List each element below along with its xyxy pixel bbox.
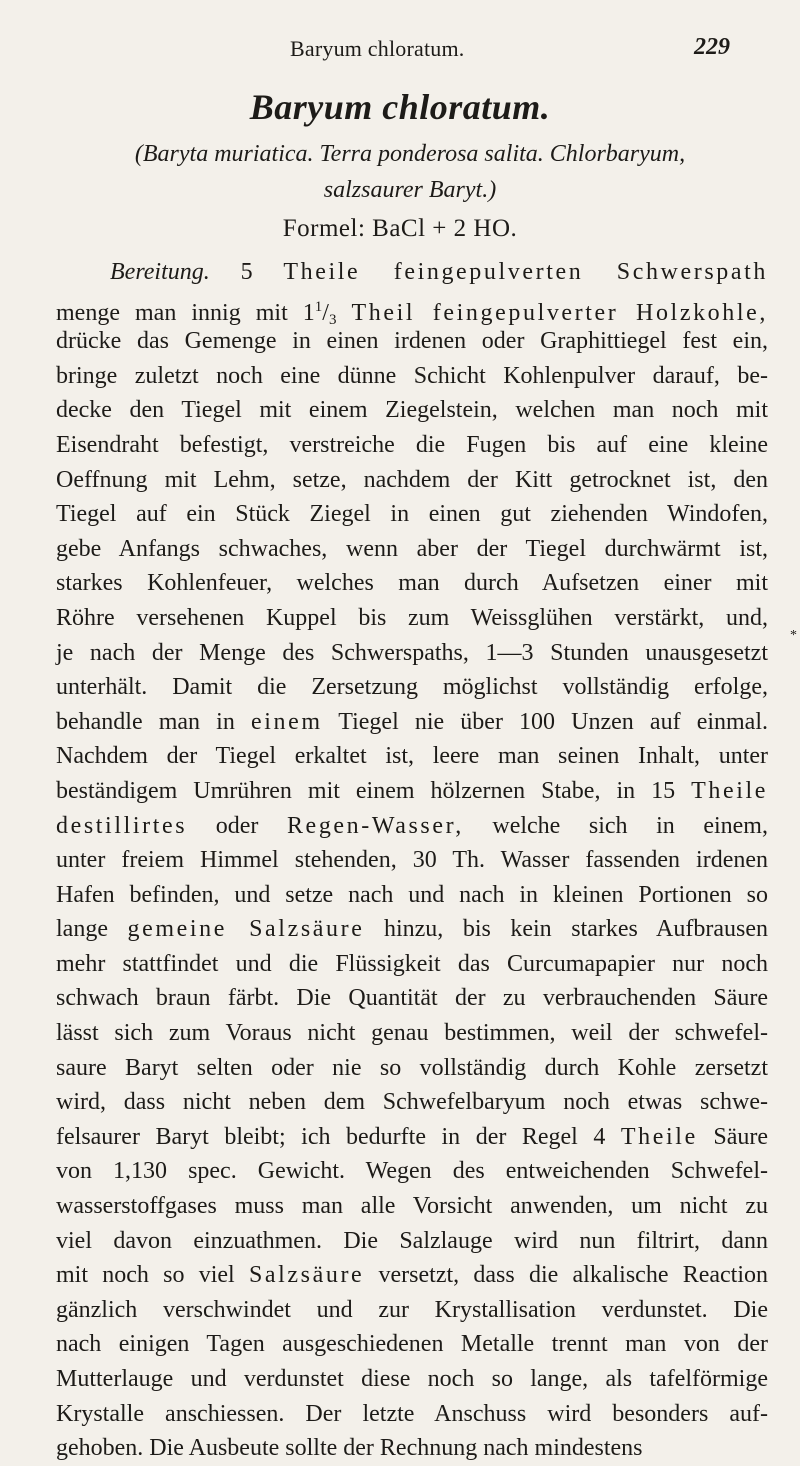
text-line bbox=[56, 497, 768, 532]
text-segment: saure Baryt selten oder nie so vollständig durch Kohle zersetzt bbox=[56, 1054, 768, 1081]
spaced-emphasis: Theile feingepulverten Schwerspath bbox=[283, 259, 768, 285]
running-title: Baryum chloratum. bbox=[290, 36, 465, 61]
text-segment: Hafen befinden, und setze nach und nach in kleinen Portionen so bbox=[56, 881, 768, 908]
text-segment: mehr stattfindet und die Flüssigkeit das Curcumapapier nur noch bbox=[56, 950, 768, 977]
text-segment: Säure bbox=[697, 1123, 769, 1150]
text-line bbox=[56, 601, 768, 636]
text-segment: von 1,130 spec. Gewicht. Wegen des entweichenden Schwefel- bbox=[56, 1158, 768, 1185]
text-segment: lässt sich zum Voraus nicht genau bestimmen, weil der schwefel- bbox=[56, 1020, 768, 1047]
text-line bbox=[56, 1189, 768, 1224]
text-line bbox=[56, 1362, 768, 1397]
synonyms-line: (Baryta muriatica. Terra ponderosa salita. Chlorbaryum, bbox=[134, 141, 686, 167]
text-segment: Oeffnung mit Lehm, setze, nachdem der Kitt getrocknet ist, den bbox=[56, 466, 768, 493]
text-line bbox=[56, 532, 768, 567]
text-segment: drücke das Gemenge in einen irdenen oder Graphittiegel fest ein, bbox=[56, 328, 768, 355]
text-segment: gehoben. Die Ausbeute sollte der Rechnung nach mindestens bbox=[56, 1435, 643, 1462]
synonyms-line: salzsaurer Baryt.) bbox=[323, 177, 497, 203]
text-segment: Mutterlauge und verdunstet diese noch so lange, als tafelförmige bbox=[56, 1366, 768, 1392]
text-line bbox=[56, 670, 768, 705]
running-head bbox=[140, 36, 740, 68]
text-segment: mit noch so viel bbox=[56, 1262, 249, 1289]
text-segment: oder bbox=[187, 812, 287, 839]
text-line bbox=[56, 255, 768, 290]
margin-mark: * bbox=[790, 628, 797, 643]
spaced-emphasis: einem bbox=[250, 708, 323, 735]
text-segment: felsaurer Baryt bleibt; ich bedurfte in der Regel 4 bbox=[56, 1123, 621, 1150]
text-segment: viel davon einzuathmen. Die Salzlauge wird nun filtrirt, dann bbox=[56, 1227, 768, 1254]
text-segment: bringe zuletzt noch eine dünne Schicht Kohlenpulver darauf, be- bbox=[56, 362, 768, 389]
text-line bbox=[56, 1293, 768, 1328]
text-segment: Krystalle anschiessen. Der letzte Anschuss wird besonders auf- bbox=[56, 1400, 768, 1427]
spaced-emphasis: Theile bbox=[691, 777, 768, 804]
text-segment: menge man innig mit 1 bbox=[56, 299, 315, 326]
text-segment: Nachdem der Tiegel erkaltet ist, leere man seinen Inhalt, unter bbox=[56, 743, 768, 770]
text-line bbox=[56, 1397, 768, 1432]
text-line bbox=[56, 463, 768, 498]
text-line bbox=[56, 739, 768, 774]
spaced-emphasis: gemeine Salzsäure bbox=[127, 916, 365, 943]
text-line bbox=[56, 1085, 768, 1120]
text-line bbox=[56, 1327, 768, 1362]
text-line bbox=[56, 1154, 768, 1189]
text-line bbox=[56, 359, 768, 394]
text-segment: Röhre versehenen Kuppel bis zum Weissglühen verstärkt, und, bbox=[56, 604, 768, 631]
text-line bbox=[56, 981, 768, 1016]
text-segment: Tiegel nie über 100 Unzen auf einmal. bbox=[322, 708, 768, 735]
text-line bbox=[56, 843, 768, 878]
text-segment: behandle man in bbox=[56, 708, 251, 735]
text-segment: welche sich in einem, bbox=[463, 812, 768, 839]
text-line bbox=[56, 566, 768, 601]
synonyms bbox=[50, 136, 770, 208]
text-line bbox=[56, 1224, 768, 1259]
text-segment: lange bbox=[56, 916, 128, 943]
text-segment: 3 bbox=[328, 311, 337, 328]
text-segment: gebe Anfangs schwaches, wenn aber der Tiegel durchwärmt ist, bbox=[56, 535, 768, 562]
text-segment: unterhält. Damit die Zersetzung möglichst vollständig erfolge, bbox=[56, 674, 768, 701]
text-segment bbox=[336, 300, 351, 326]
text-segment: / bbox=[322, 299, 329, 326]
text-line bbox=[56, 774, 768, 809]
text-segment: unter freiem Himmel stehenden, 30 Th. Wasser fassenden irdenen bbox=[56, 847, 768, 874]
spaced-emphasis: Theil feingepulverter Holzkohle, bbox=[351, 299, 769, 326]
text-segment: wasserstoffgases muss man alle Vorsicht anwenden, um nicht zu bbox=[56, 1193, 768, 1220]
text-segment: hinzu, bis kein starkes Aufbrausen bbox=[364, 916, 768, 943]
spaced-emphasis: Salzsäure bbox=[248, 1262, 365, 1289]
text-segment: versetzt, dass die alkalische Reaction bbox=[364, 1262, 769, 1289]
text-segment: beständigem Umrühren mit einem hölzernen Stabe, in 15 bbox=[56, 777, 692, 804]
italic-heading: Bereitung. bbox=[110, 259, 210, 285]
spaced-emphasis: Regen-Wasser, bbox=[286, 812, 464, 839]
text-line bbox=[56, 290, 769, 328]
body-text bbox=[56, 255, 768, 1466]
text-line bbox=[56, 809, 768, 844]
page-number: 229 bbox=[694, 34, 730, 60]
text-segment: starkes Kohlenfeuer, welches man durch Aufsetzen einer mit bbox=[56, 570, 768, 597]
text-segment: 5 bbox=[209, 259, 284, 285]
text-line bbox=[56, 1051, 768, 1086]
text-line bbox=[56, 1016, 768, 1051]
text-segment: nach einigen Tagen ausgeschiedenen Metalle trennt man von der bbox=[56, 1331, 768, 1358]
spaced-emphasis: Theile bbox=[620, 1123, 698, 1150]
text-line bbox=[56, 324, 768, 359]
text-segment: Tiegel auf ein Stück Ziegel in einen gut ziehenden Windofen, bbox=[56, 501, 768, 528]
text-line bbox=[56, 1431, 768, 1466]
text-segment: je nach der Menge des Schwerspaths, 1—3 Stunden unausgesetzt bbox=[56, 639, 768, 666]
text-line bbox=[56, 878, 768, 913]
text-line bbox=[56, 947, 768, 982]
text-segment: Eisendraht befestigt, verstreiche die Fugen bis auf eine kleine bbox=[56, 431, 768, 458]
text-line bbox=[56, 428, 768, 463]
spaced-emphasis: destillirtes bbox=[56, 812, 188, 839]
text-segment: wird, dass nicht neben dem Schwefelbaryum noch etwas schwe- bbox=[56, 1089, 768, 1116]
text-segment: decke den Tiegel mit einem Ziegelstein, welchen man noch mit bbox=[56, 397, 768, 424]
text-segment: gänzlich verschwindet und zur Krystallisation verdunstet. Die bbox=[56, 1296, 768, 1323]
text-segment: schwach braun färbt. Die Quantität der zu verbrauchenden Säure bbox=[56, 985, 768, 1012]
entry-title: Baryum chloratum. bbox=[249, 87, 551, 127]
text-line bbox=[56, 1120, 768, 1155]
text-line bbox=[56, 1258, 768, 1293]
text-segment: 1 bbox=[314, 298, 323, 315]
text-line bbox=[56, 393, 768, 428]
text-line bbox=[56, 636, 768, 671]
text-line bbox=[56, 705, 768, 740]
text-line bbox=[56, 912, 768, 947]
chemical-formula: Formel: BaCl + 2 HO. bbox=[282, 215, 518, 242]
